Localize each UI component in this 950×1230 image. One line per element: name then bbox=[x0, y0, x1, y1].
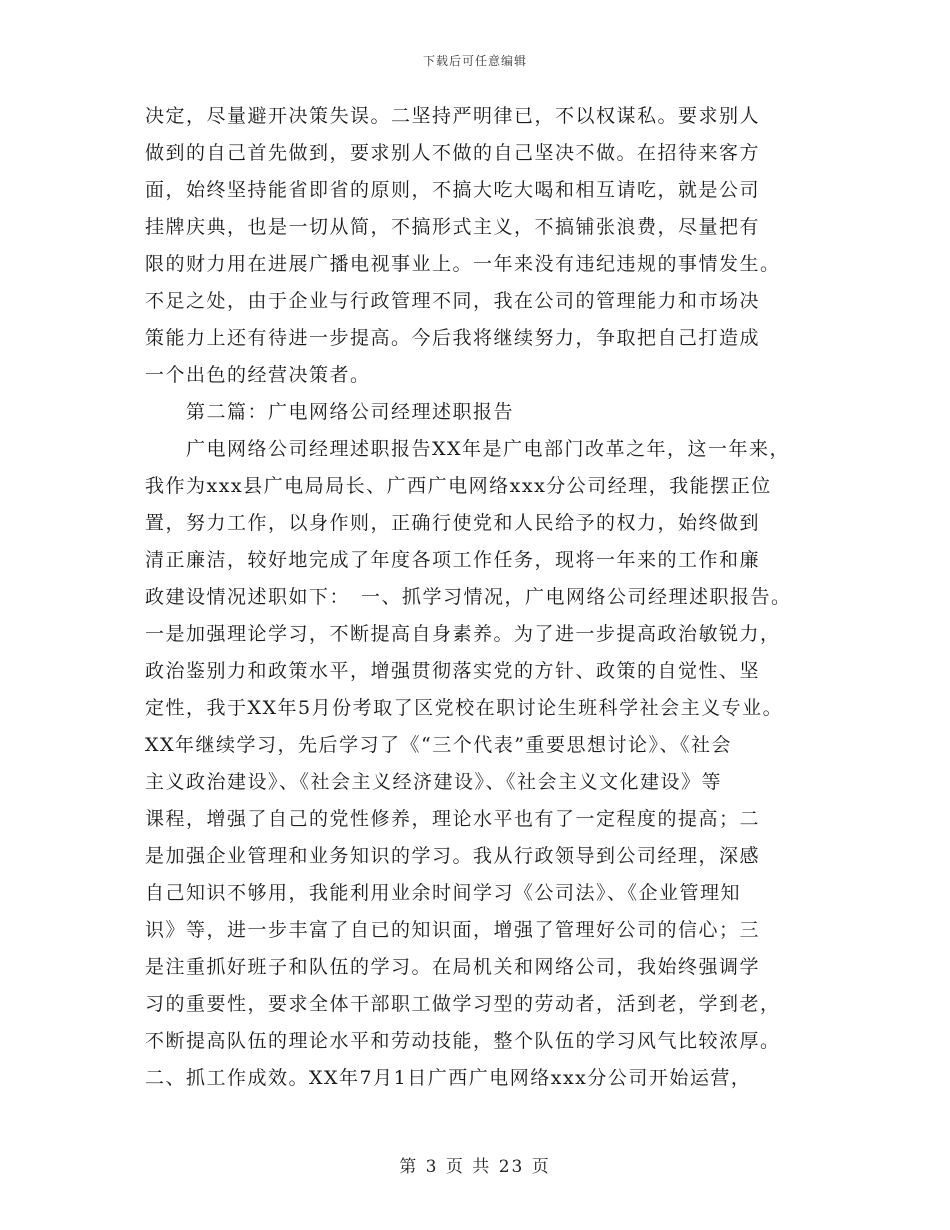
page-footer: 第 3 页 共 23 页 bbox=[399, 1157, 551, 1177]
page-header: 下载后可任意编辑 bbox=[422, 54, 527, 68]
text-line: 面，始终坚持能省即省的原则，不搞大吃大喝和相互请吃，就是公司 bbox=[145, 179, 761, 201]
text-line: 一个出色的经营决策者。 bbox=[145, 364, 371, 386]
text-line: 习的重要性，要求全体干部职工做学习型的劳动者，活到老，学到老， bbox=[145, 993, 781, 1015]
text-line: 我作为xxx县广电局局长、广西广电网络xxx分公司经理，我能摆正位 bbox=[145, 475, 772, 497]
text-line: 策能力上还有待进一步提高。今后我将继续努力，争取把自己打造成 bbox=[145, 327, 761, 349]
text-line: 自己知识不够用，我能利用业余时间学习《公司法》、《企业管理知 bbox=[145, 882, 742, 904]
text-line: XX年继续学习，先后学习了《“三个代表”重要思想讨论》、《社会 bbox=[145, 734, 732, 756]
text-line: 限的财力用在进展广播电视事业上。一年来没有违纪违规的事情发生。 bbox=[145, 253, 781, 275]
text-line: 决定，尽量避开决策失误。二坚持严明律已，不以权谋私。要求别人 bbox=[145, 105, 761, 127]
document-body bbox=[145, 98, 825, 1097]
text-line: 课程，增强了自己的党性修养，理论水平也有了一定程度的提高；二 bbox=[145, 808, 761, 830]
text-line: 主义政治建设》、《社会主义经济建设》、《社会主义文化建设》等 bbox=[145, 771, 723, 793]
text-line: 识》等，进一步丰富了自已的知识面，增强了管理好公司的信心；三 bbox=[145, 919, 761, 941]
text-line: 政建设情况述职如下： 一、抓学习情况，广电网络公司经理述职报告。 bbox=[145, 586, 792, 608]
text-line: 挂牌庆典，也是一切从简，不搞形式主义，不搞铺张浪费，尽量把有 bbox=[145, 216, 761, 238]
text-line: 置，努力工作，以身作则，正确行使党和人民给予的权力，始终做到 bbox=[145, 512, 761, 534]
text-line: 是注重抓好班子和队伍的学习。在局机关和网络公司，我始终强调学 bbox=[145, 956, 761, 978]
text-line: 不足之处，由于企业与行政管理不同，我在公司的管理能力和市场决 bbox=[145, 290, 761, 312]
text-line: 广电网络公司经理述职报告XX年是广电部门改革之年，这一年来， bbox=[145, 438, 791, 460]
text-line: 一是加强理论学习，不断提高自身素养。为了进一步提高政治敏锐力， bbox=[145, 623, 781, 645]
text-line: 是加强企业管理和业务知识的学习。我从行政领导到公司经理，深感 bbox=[145, 845, 761, 867]
text-line: 做到的自己首先做到，要求别人不做的自己坚决不做。在招待来客方 bbox=[145, 142, 761, 164]
text-line: 政治鉴别力和政策水平，增强贯彻落实党的方针、政策的自觉性、坚 bbox=[145, 660, 761, 682]
text-line: 清正廉洁，较好地完成了年度各项工作任务，现将一年来的工作和廉 bbox=[145, 549, 761, 571]
text-line: 二、抓工作成效。XX年7月1日广西广电网络xxx分公司开始运营， bbox=[145, 1067, 752, 1089]
section-heading: 第二篇：广电网络公司经理述职报告 bbox=[145, 401, 515, 423]
text-line: 定性，我于XX年5月份考取了区党校在职讨论生班科学社会主义专业。 bbox=[145, 697, 784, 719]
text-line: 不断提高队伍的理论水平和劳动技能，整个队伍的学习风气比较浓厚。 bbox=[145, 1030, 781, 1052]
